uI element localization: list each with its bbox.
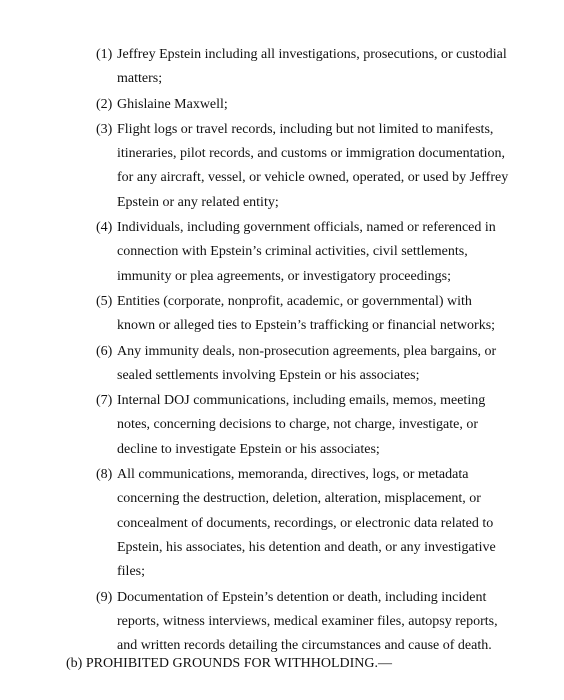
item-number: (3) <box>96 121 113 137</box>
item-text: Jeffrey Epstein including all investigations, prosecutions, or custodial matters; <box>117 47 507 87</box>
list-item-2 <box>96 93 536 117</box>
item-number: (2) <box>96 96 113 112</box>
list-item-9 <box>96 586 536 659</box>
item-text: Any immunity deals, non-prosecution agreements, plea bargains, or sealed settlements involving Epstein or his associates; <box>117 343 497 383</box>
list-item-5 <box>96 290 536 339</box>
item-number: (9) <box>96 589 113 605</box>
item-number: (5) <box>96 293 113 309</box>
item-text: Ghislaine Maxwell; <box>117 96 228 112</box>
list-item-4 <box>96 216 536 289</box>
item-text: Internal DOJ communications, including emails, memos, meeting notes, concerning decisions to charge, not charge, investigate, or decline to investigate Epstein or his associates; <box>117 393 486 457</box>
item-text: Entities (corporate, nonprofit, academic, or governmental) with known or alleged ties to Epstein’s trafficking or financial networks; <box>117 293 496 334</box>
item-number: (7) <box>96 393 113 409</box>
section-heading-b: (b) PROHIBITED GROUNDS FOR WITHHOLDING.— <box>66 656 393 671</box>
item-text: Individuals, including government officials, named or referenced in connection with Epstein’s criminal activities, civil settlements, immunity or plea agreements, or investigatory proceedings; <box>117 220 496 284</box>
item-number: (8) <box>96 467 113 483</box>
item-number: (6) <box>96 343 113 359</box>
list-item-6 <box>96 340 536 389</box>
enumerated-list <box>96 43 536 659</box>
item-text: Documentation of Epstein’s detention or death, including incident reports, witness interviews, medical examiner files, autopsy reports, and written records detailing the circumstances and cause of death. <box>117 589 498 654</box>
item-text: Flight logs or travel records, including but not limited to manifests, itineraries, pilot records, and customs or immigration documentation, for any aircraft, vessel, or vehicle owned, operated, or used by Jeffrey Epstein or any related entity; <box>117 121 509 210</box>
list-item-8 <box>96 463 536 584</box>
item-text: All communications, memoranda, directives, logs, or metadata concerning the destruction, deletion, alteration, misplacement, or concealment of documents, recordings, or electronic data related to Epstein, his associates, his detention and death, or any investigative files; <box>117 467 496 580</box>
list-item-3 <box>96 118 536 215</box>
list-item-1 <box>96 43 536 92</box>
list-item-7 <box>96 389 536 462</box>
item-number: (1) <box>96 47 113 62</box>
item-number: (4) <box>96 220 113 236</box>
